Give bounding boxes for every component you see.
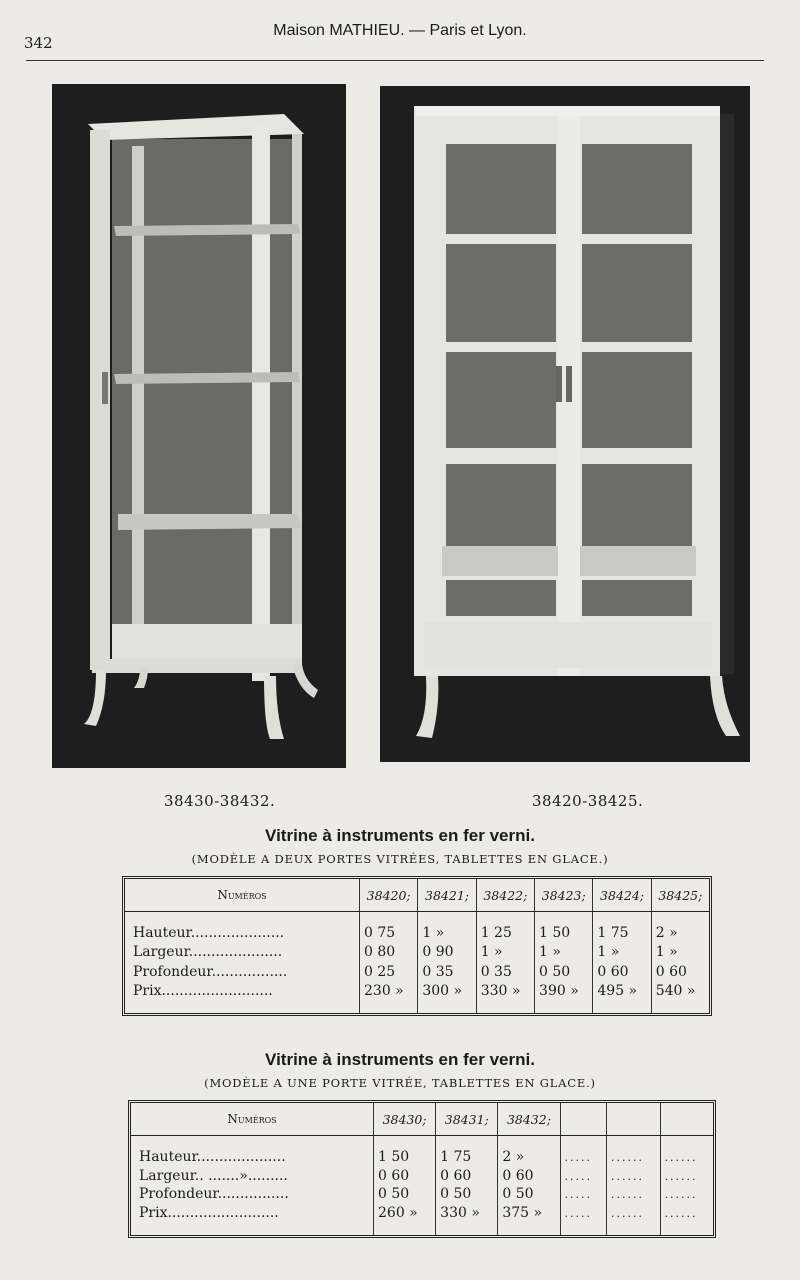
cell-placeholder: ...... xyxy=(607,1186,661,1205)
page-header: Maison MATHIEU. — Paris et Lyon. xyxy=(273,22,527,39)
cell-value: 0 60 xyxy=(651,963,709,982)
column-header-label: Numéros xyxy=(125,879,360,912)
cell-value: 1 » xyxy=(535,943,593,962)
page-number: 342 xyxy=(24,34,53,52)
section1-title: Vitrine à instruments en fer verni. xyxy=(265,826,535,845)
table-row xyxy=(125,982,709,1001)
column-header-number: 38430; xyxy=(374,1103,436,1136)
row-label: Hauteur..................... xyxy=(133,925,285,942)
column-header-number: 38424; xyxy=(593,879,651,912)
figure-ref-right: 38420-38425. xyxy=(532,792,644,810)
column-header-number: 38431; xyxy=(436,1103,498,1136)
table-row xyxy=(131,1186,713,1205)
cell-value: 0 60 xyxy=(436,1167,498,1186)
cell-placeholder: ..... xyxy=(560,1186,607,1205)
cell-placeholder: ...... xyxy=(660,1186,713,1205)
cell-placeholder: ...... xyxy=(607,1204,661,1223)
cell-value: 0 60 xyxy=(498,1167,560,1186)
cell-value: 0 90 xyxy=(418,943,476,962)
row-label: Largeur.. .......»......... xyxy=(139,1167,288,1184)
column-header-number: 38421; xyxy=(418,879,476,912)
column-header-empty xyxy=(607,1103,661,1136)
column-header-empty xyxy=(560,1103,607,1136)
cell-value: 260 » xyxy=(374,1204,436,1223)
cell-value: 0 75 xyxy=(360,924,418,943)
table-row xyxy=(125,943,709,962)
cell-value: 0 50 xyxy=(436,1186,498,1205)
cell-value: 330 » xyxy=(436,1204,498,1223)
header-rule xyxy=(26,60,764,61)
cell-value: 0 35 xyxy=(476,963,534,982)
photo-two-door-cabinet xyxy=(380,86,750,762)
cell-value: 0 60 xyxy=(593,963,651,982)
cell-value: 0 50 xyxy=(535,963,593,982)
cell-placeholder: ...... xyxy=(660,1204,713,1223)
cell-value: 300 » xyxy=(418,982,476,1001)
row-label: Prix......................... xyxy=(139,1205,279,1222)
cell-value: 0 50 xyxy=(498,1186,560,1205)
cell-placeholder: ..... xyxy=(560,1167,607,1186)
cell-placeholder: ..... xyxy=(560,1204,607,1223)
cell-value: 0 35 xyxy=(418,963,476,982)
cell-value: 230 » xyxy=(360,982,418,1001)
column-header-empty xyxy=(660,1103,713,1136)
column-header-label: Numéros xyxy=(131,1103,374,1136)
column-header-number: 38420; xyxy=(360,879,418,912)
cell-value: 330 » xyxy=(476,982,534,1001)
row-label: Hauteur.................... xyxy=(139,1148,286,1165)
table-row xyxy=(125,963,709,982)
cell-placeholder: ...... xyxy=(660,1148,713,1167)
table-row xyxy=(131,1148,713,1167)
column-header-number: 38423; xyxy=(535,879,593,912)
section1-subtitle: (MODÈLE A DEUX PORTES VITRÉES, TABLETTES EN GLACE.) xyxy=(191,852,609,866)
section2-table xyxy=(128,1100,716,1238)
row-label: Profondeur................. xyxy=(133,963,288,980)
cell-value: 375 » xyxy=(498,1204,560,1223)
cell-value: 1 50 xyxy=(374,1148,436,1167)
table-row xyxy=(131,1204,713,1223)
cell-value: 2 » xyxy=(651,924,709,943)
cell-value: 495 » xyxy=(593,982,651,1001)
cell-placeholder: ...... xyxy=(607,1167,661,1186)
column-header-number: 38432; xyxy=(498,1103,560,1136)
cell-value: 1 » xyxy=(593,943,651,962)
cell-value: 1 » xyxy=(418,924,476,943)
photo-single-door-cabinet xyxy=(52,84,346,768)
cell-value: 540 » xyxy=(651,982,709,1001)
column-header-number: 38422; xyxy=(476,879,534,912)
cell-value: 0 25 xyxy=(360,963,418,982)
cell-value: 1 » xyxy=(476,943,534,962)
row-label: Profondeur................ xyxy=(139,1186,289,1203)
section2-title: Vitrine à instruments en fer verni. xyxy=(265,1050,535,1069)
figure-ref-left: 38430-38432. xyxy=(164,792,276,810)
cell-value: 1 25 xyxy=(476,924,534,943)
cell-value: 1 75 xyxy=(593,924,651,943)
cell-value: 0 80 xyxy=(360,943,418,962)
row-label: Largeur..................... xyxy=(133,944,283,961)
row-label: Prix......................... xyxy=(133,982,273,999)
cell-value: 390 » xyxy=(535,982,593,1001)
cell-value: 2 » xyxy=(498,1148,560,1167)
column-header-number: 38425; xyxy=(651,879,709,912)
table-row xyxy=(125,924,709,943)
section1-table xyxy=(122,876,712,1016)
cell-value: 0 60 xyxy=(374,1167,436,1186)
cell-value: 1 50 xyxy=(535,924,593,943)
cell-value: 0 50 xyxy=(374,1186,436,1205)
cell-value: 1 » xyxy=(651,943,709,962)
cell-placeholder: ...... xyxy=(607,1148,661,1167)
cell-value: 1 75 xyxy=(436,1148,498,1167)
cell-placeholder: ...... xyxy=(660,1167,713,1186)
table-row xyxy=(131,1167,713,1186)
section2-subtitle: (MODÈLE A UNE PORTE VITRÉE, TABLETTES EN GLACE.) xyxy=(204,1076,596,1090)
cell-placeholder: ..... xyxy=(560,1148,607,1167)
